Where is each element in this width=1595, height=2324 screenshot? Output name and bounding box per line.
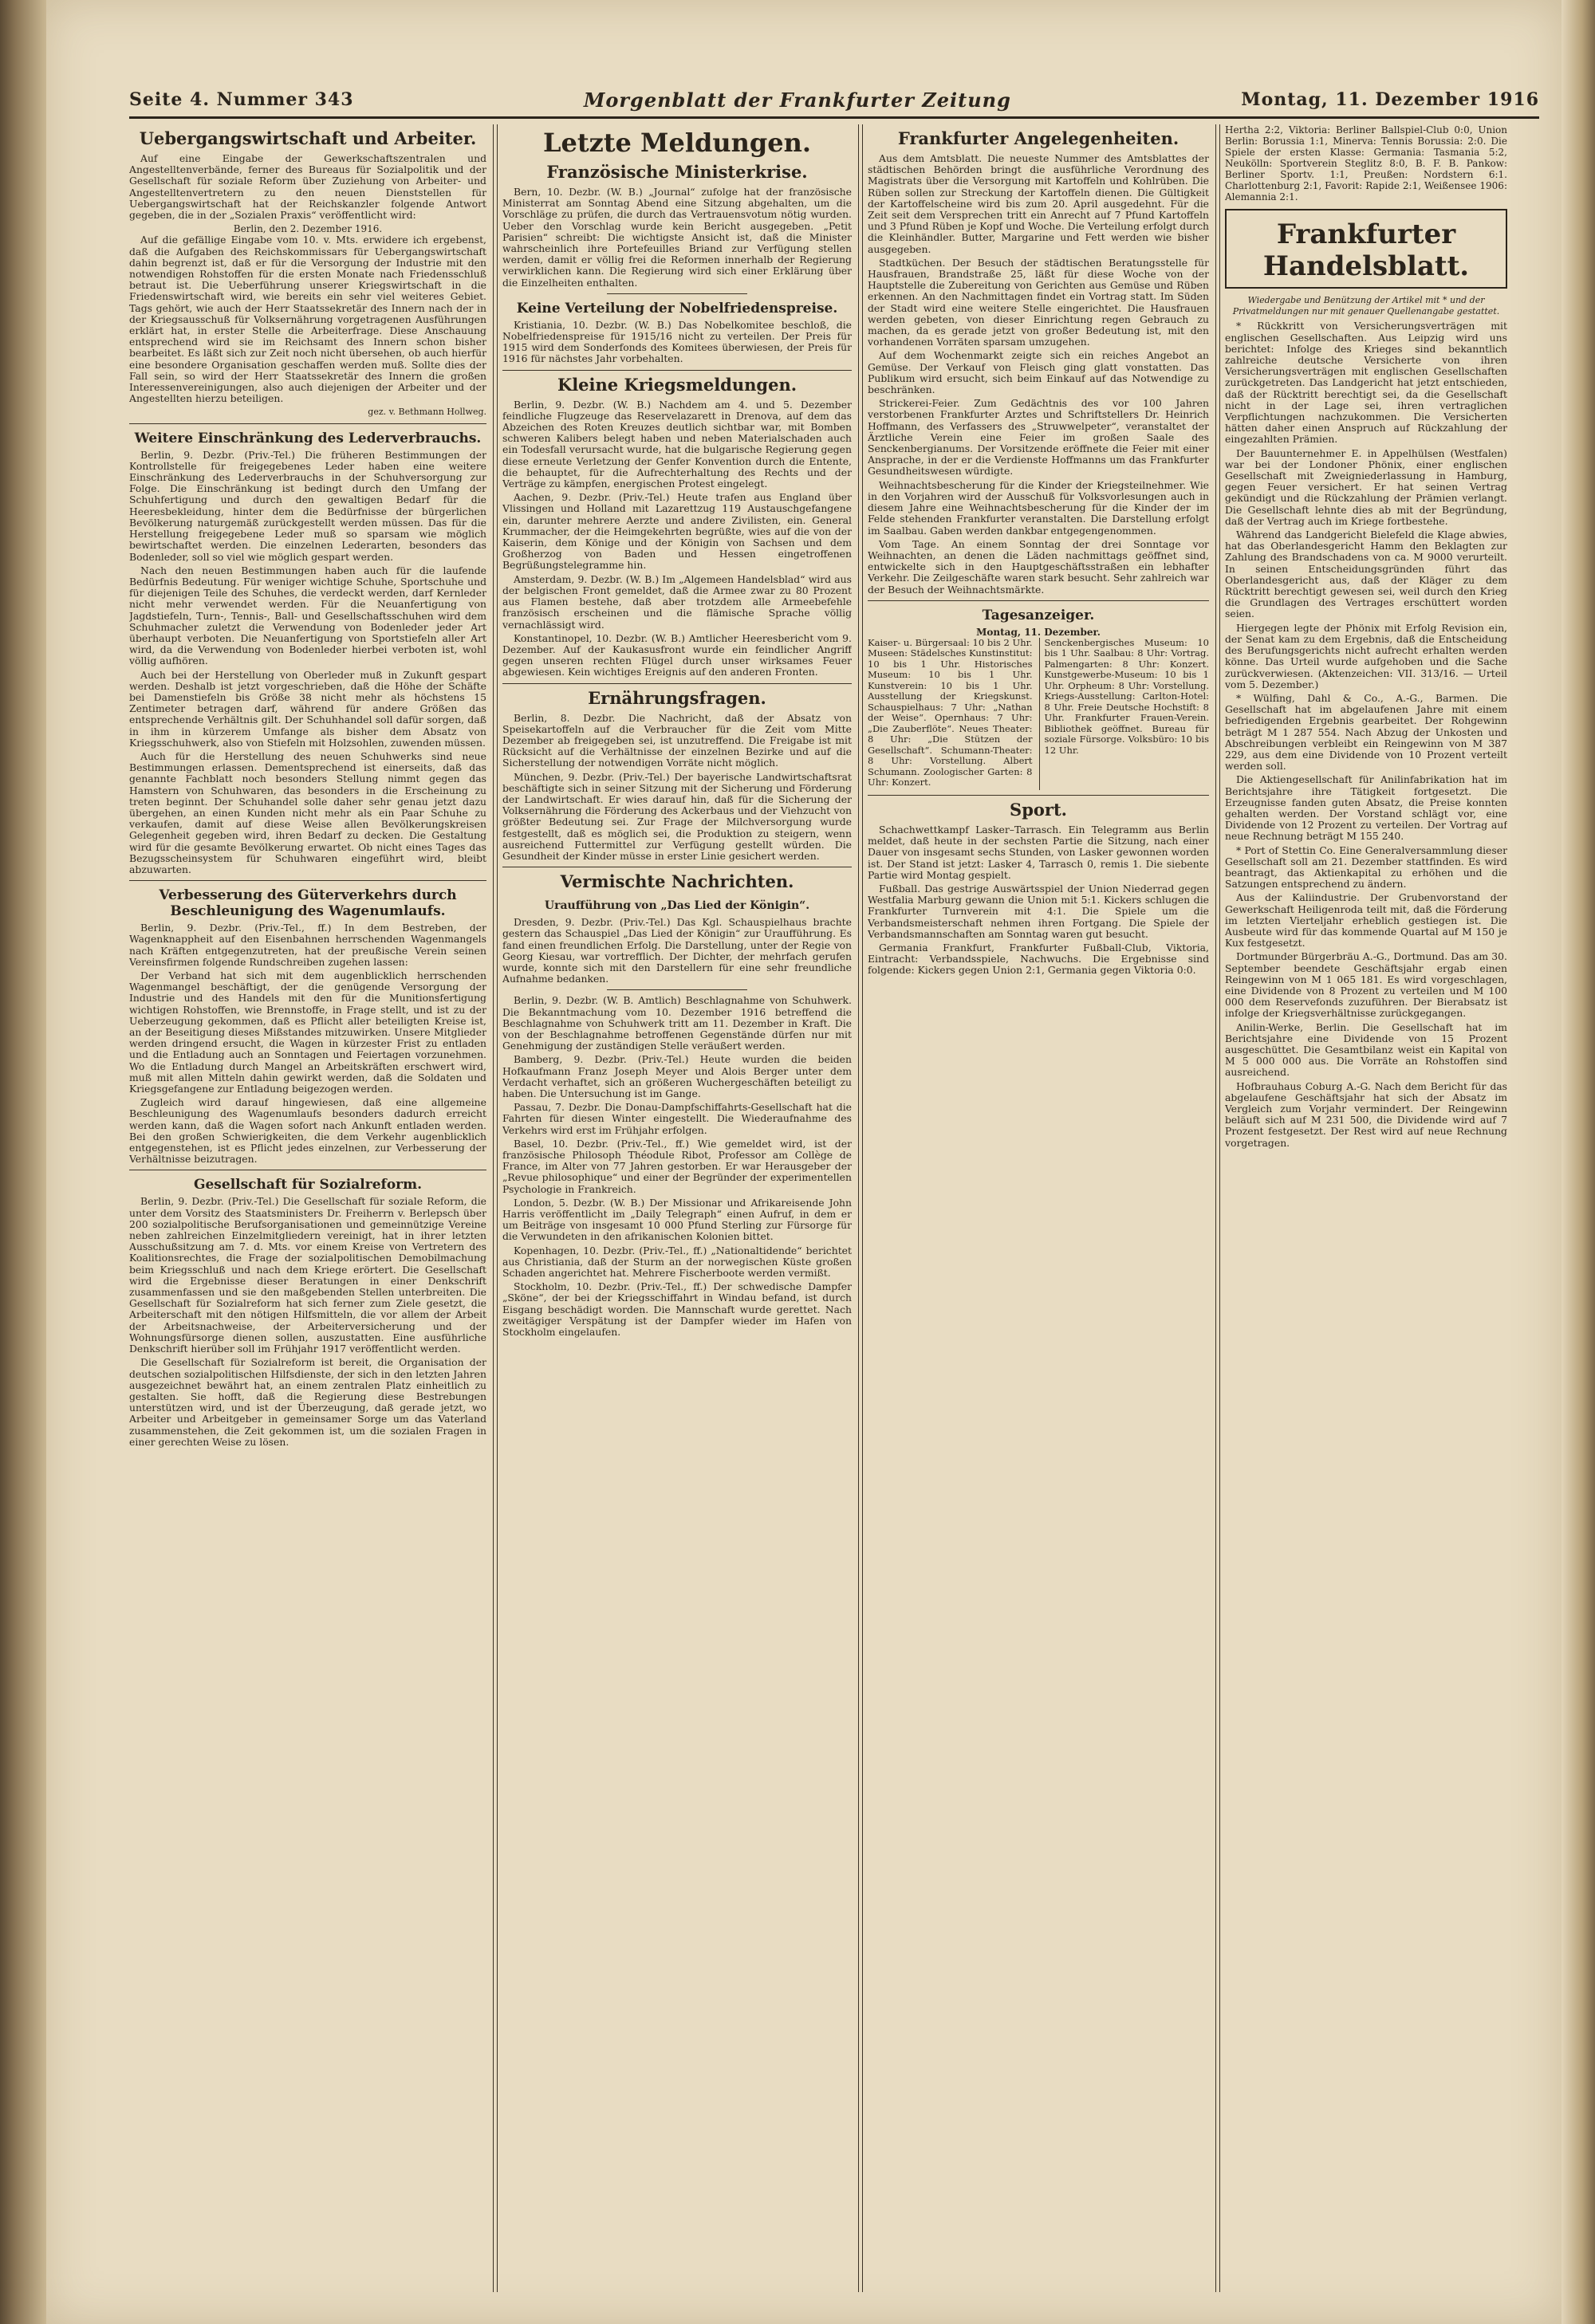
signature: gez. v. Bethmann Hollweg. [368, 407, 486, 418]
headline-letzte-meldungen: Letzte Meldungen. [542, 128, 812, 158]
column-4 [1225, 124, 1507, 2292]
article-paragraph: Dortmunder Bürgerbräu A.-G., Dortmund. Das am 30. September beendete Geschäftsjahr ergab einen Reingewinn von M 1 065 181. Es wird vorgeschlagen, eine Dividende von 8 Prozent zu verteilen und M 100 000 dem Reservefonds zuzuführen. Der Bierabsatz ist infolge der Kriegsverhältnisse zurückgegangen. [1225, 950, 1507, 1020]
masthead-rule [129, 116, 1539, 119]
headline-uraufführung: Uraufführung von „Das Lied der Königin“. [544, 899, 810, 913]
listings [868, 638, 1209, 790]
masthead [129, 86, 1539, 113]
headline-lederverbrauch: Weitere Einschränkung des Lederverbrauchs. [134, 430, 482, 446]
article-paragraph: Berlin, 9. Dezbr. (Priv.-Tel.) Die früheren Bestimmungen der Kontrollstelle für freigegebenes Leder haben eine weitere Einschränkung des Lederverbrauchs in der Schuhversorgung zur Folge. Die Einschränkung ist bedingt durch den Umfang der Schuhfertigung und durch den gewaltigen Bedarf für die Heeresbekleidung, hinter dem die Bedürfnisse der bürgerlichen Bevölkerung naturgemäß zurückgestellt werden müssen. Das für die Herstellung freigegebene Leder muß so sparsam wie möglich bewirtschaftet werden. Die einzelnen Lederarten, besonders das Bodenleder, soll so viel wie möglich gespart werden. [129, 448, 486, 563]
listing-left: Kaiser- u. Bürgersaal: 10 bis 2 Uhr. Museen: Städelsches Kunstinstitut: 10 bis 1 Uhr. Historisches Museum: 10 bis 1 Uhr. Kunstverein: 10 bis 1 Uhr. Ausstellung der Kriegskunst. Schauspielhaus: 7 Uhr: „Nathan der Weise“. Opernhaus: 7 Uhr: „Die Zauberflöte“. Neues Theater: 8 Uhr: „Die Stützen der Gesellschaft“. Schumann-Theater: 8 Uhr: Vorstellung. Albert Schumann. Zoologischer Garten: 8 Uhr: Konzert. [868, 636, 1033, 788]
article-paragraph: Aus der Kaliindustrie. Der Grubenvorstand der Gewerkschaft Heiligenroda teilt mit, daß die Förderung im letzten Vierteljahr erheblich gestiegen ist. Die Ausbeute wird für das kommende Quartal auf M 150 je Kux festgesetzt. [1225, 891, 1507, 950]
article-paragraph: Auf die gefällige Eingabe vom 10. v. Mts. erwidere ich ergebenst, daß die Aufgaben des Reichskommissars für Uebergangswirtschaft dahin begrenzt ist, daß er für die Versorgung der Industrie mit den notwendigen Rohstoffen für die ersten Monate nach Friedensschluß betraut ist. Die Ueberführung unserer Kriegswirtschaft in die Friedenswirtschaft wird, wie bereits ein sehr viel weiteres Gebiet. Tags gehört, wie auch der Herr Staatssekretär des Innern nach der in der Kriegsausschuß für Volksernährung vorgetragenen Ausführungen erklärt hat, in erster Stelle die Arbeiterfrage. Diese Anschauung entsprechend wird sie im Reichsamt des Innern schon bisher bearbeitet. Es läßt sich zur Zeit noch nicht übersehen, ob auch hierfür eine besondere Organisation geschaffen werden muß. Sollte dies der Fall sein, so wird der Herr Staatssekretär des Innern die großen Interessenvereinigungen, also auch diejenigen der Arbeiter und der Angestellten hierzu beteiligen. [129, 234, 486, 405]
divider [129, 423, 486, 424]
article-paragraph: Stadtküchen. Der Besuch der städtischen Beratungsstelle für Hausfrauen, Brandstraße 25, läßt für diese Woche von der Hauptstelle die Zubereitung von Gerichten aus Gemüse und Rüben erkennen. An den Nachmittagen findet ein Vortrag statt. Im Süden der Stadt wird eine weitere Stelle eingerichtet. Die Hausfrauen werden gebeten, von dieser Einrichtung regen Gebrauch zu machen, da es gerade jetzt von großer Bedeutung ist, mit den vorhandenen Vorräten sparsam umzugehen. [868, 256, 1209, 348]
article-paragraph: Kopenhagen, 10. Dezbr. (Priv.-Tel., ff.) „Nationaltidende“ berichtet aus Christiania, daß der Sturm an der norwegischen Küste großen Schaden angerichtet hat. Mehrere Fischerboote werden vermißt. [502, 1244, 852, 1280]
headline-vermischte: Vermischte Nachrichten. [560, 871, 794, 892]
article-paragraph: Hofbrauhaus Coburg A.-G. Nach dem Bericht für das abgelaufene Geschäftsjahr hat sich der Absatz im Vergleich zum Vorjahr vermindert. Der Reingewinn beläuft sich auf M 231 500, die Dividende wird auf 7 Prozent festgesetzt. Der Rest wird auf neue Rechnung vorgetragen. [1225, 1079, 1507, 1149]
handelsblatt-box [1225, 209, 1507, 289]
divider [502, 370, 852, 371]
article-paragraph: Strickerei-Feier. Zum Gedächtnis des vor 100 Jahren verstorbenen Frankfurter Arztes und Schriftstellers Dr. Heinrich Hoffmann, des Verfassers des „Struwwelpeter“, veranstaltet der Ärztliche Verein eine Feier im großen Saale des Senckenbergianums. Der Vorsitzende eröffnete die Feier mit einer Ansprache, in der er die Verdienste Hoffmanns um das Frankfurter Gesundheitswesen würdigte. [868, 397, 1209, 478]
article-paragraph: Kristiania, 10. Dezbr. (W. B.) Das Nobelkomitee beschloß, die Nobelfriedenspreise für 1915/16 nicht zu verteilen. Der Preis für 1915 wird dem Sonderfonds des Komitees überwiesen, der Preis für 1916 für nächstes Jahr vorbehalten. [502, 318, 852, 365]
article-paragraph: Bamberg, 9. Dezbr. (Priv.-Tel.) Heute wurden die beiden Hofkaufmann Franz Joseph Meyer und Alois Berger unter dem Verdacht verhaftet, sich an größeren Wuchergeschäften beteiligt zu haben. Die Untersuchung ist im Gange. [502, 1053, 852, 1099]
column-1 [129, 124, 486, 2292]
article-paragraph: Berlin, 9. Dezbr. (W. B. Amtlich) Beschlagnahme von Schuhwerk. Die Bekanntmachung vom 10. Dezember 1916 betreffend die Beschlagnahme von Schuhwerk tritt am 11. Dezember in Kraft. Die von der Beschlagnahme betroffenen Gegenstände dürfen nur mit Genehmigung der zuständigen Stelle veräußert werden. [502, 994, 852, 1052]
article-paragraph: Berlin, 8. Dezbr. Die Nachricht, daß der Absatz von Speisekartoffeln auf die Verbraucher für die Zeit vom Mitte Dezember ab freigegeben sei, ist unzutreffend. Die Freigabe ist mit Rücksicht auf die Verhältnisse der einzelnen Bezirke und auf die Sicherstellung der notwendigen Vorräte nicht möglich. [502, 711, 852, 769]
divider [868, 600, 1209, 601]
column-3 [868, 124, 1209, 2292]
article-paragraph: Stockholm, 10. Dezbr. (Priv.-Tel., ff.) Der schwedische Dampfer „Sköne“, der bei der Kriegsschiffahrt in Windau befand, ist durch Eisgang beschädigt worden. Die Mannschaft wurde gerettet. Nach zweitägiger Verspätung ist der Dampfer wieder im Hafen von Stockholm eingelaufen. [502, 1280, 852, 1339]
divider [868, 795, 1209, 796]
column-rule [493, 124, 498, 2292]
article-paragraph: * Wülfing, Dahl & Co., A.-G., Barmen. Die Gesellschaft hat im abgelaufenen Jahre mit einem befriedigenden Ergebnis gearbeitet. Der Rohgewinn beträgt M 1 287 554. Nach Abzug der Unkosten und Abschreibungen verbleibt ein Reingewinn von M 387 229, aus dem eine Dividende von 10 Prozent verteilt werden soll. [1225, 691, 1507, 773]
headline-sozialreform: Gesellschaft für Sozialreform. [193, 1177, 423, 1193]
article-paragraph: Nach den neuen Bestimmungen haben auch für die laufende Bedürfnis Bedeutung. Für weniger wichtige Schuhe, Sportschuhe und für diejenigen Teile des Schuhes, die verdeckt werden, darf Kernleder nicht mehr verwendet werden. Für die Neuanfertigung von Jagdstiefeln, Turn-, Tennis-, Ball- und Gesellschaftsschuhen wird dem Schuhmacher zuletzt die Verwendung von Bodenleder jeder Art überhaupt verboten. Die Neuanfertigung von Sportstiefeln aller Art wird, da die Verwendung von Bodenleder hierbei verboten ist, wohl völlig aufhören. [129, 564, 486, 667]
article-paragraph: Auch bei der Herstellung von Oberleder muß in Zukunft gespart werden. Deshalb ist jetzt vorgeschrieben, daß die Höhe der Schäfte bei Damenstiefeln bis Größe 38 nicht mehr als höchstens 15 Zentimeter betragen darf, während für andere Größen das entsprechende Verhältnis gilt. Der Schuhhandel soll dafür sorgen, daß in ihm in kürzerem Umfange als bisher dem Absatz von Kriegsschuhwerk, also von Stiefeln mit Holzsohlen, zuwenden müssen. [129, 668, 486, 749]
sport-scores: Hertha 2:2, Viktoria: Berliner Ballspiel-Club 0:0, Union Berlin: Borussia 1:1, Minerva: Tennis Borussia: 2:0. Die Spiele der ersten Klasse: Germania: Tasmania 5:2, Neukölln: Sportverein Steglitz 8:0, B. F. B. Pankow: Berliner Sportv. 1:1, Preußen: Nordstern 6:1. Charlottenburg 2:1, Favorit: Rapide 2:1, Weißensee 1906: Alemannia 2:1. [1225, 124, 1507, 203]
article-paragraph: Berlin, 9. Dezbr. (Priv.-Tel.) Die Gesellschaft für soziale Reform, die unter dem Vorsitz des Staatsministers Dr. Freiherrn v. Berlepsch über 200 sozialpolitische Berufsorganisationen und gemeinnützige Vereine neben zahlreichen Einzelmitgliedern vereinigt, hat in ihrer letzten Ausschußsitzung am 7. d. Mts. vor einem Kreise von Vertretern des Koalitionsrechtes, die Frage der sozialpolitischen Demobilmachung beim Kriegsschluß und nach dem Kriege erörtert. Die Gesellschaft wird die Ergebnisse dieser Beratungen in einer Denkschrift zusammenfassen und sie den maßgebenden Stellen unterbreiten. Die Gesellschaft für Sozialreform hat sich ferner zum Ziele gesetzt, die Arbeiterschaft mit den nötigen Hilfsmitteln, die vor allem der Arbeit der Arbeitsnachweise, der Arbeiterversicherung und der Wohnungsfürsorge dienen sollen, auszustatten. Eine ausführliche Denkschrift hierüber soll im Frühjahr 1917 veröffentlicht werden. [129, 1195, 486, 1355]
column-rule [858, 124, 863, 2292]
headline-uebergangswirtschaft: Uebergangswirtschaft und Arbeiter. [139, 128, 477, 148]
page-edge [1562, 0, 1595, 2324]
handelsblatt-note: Wiedergabe und Benützung der Artikel mit * und der Privatmeldungen nur mit genauer Quellenangabe gestattet. [1232, 295, 1500, 317]
article-paragraph: Passau, 7. Dezbr. Die Donau-Dampfschiffahrts-Gesellschaft hat die Fahrten für diesen Winter eingestellt. Die Wiederaufnahme des Verkehrs wird erst im Frühjahr erfolgen. [502, 1101, 852, 1136]
listing-day: Montag, 11. Dezember. [976, 626, 1101, 638]
article-paragraph: Berlin, 9. Dezbr. (Priv.-Tel., ff.) In dem Bestreben, der Wagenknappheit auf den Eisenbahnen herrschenden Wagenmangels nach Kräften entgegenzutreten, hat der preußische Verein seinen Vereinsfirmen folgende Rundschreiben zugehen lassen: [129, 922, 486, 968]
article-paragraph: Zugleich wird darauf hingewiesen, daß eine allgemeine Beschleunigung des Wagenumlaufs besonders dadurch erreicht werden kann, daß die Wagen sofort nach Ankunft entladen werden. Bei den großen Schwierigkeiten, die dem Verkehr augenblicklich entgegenstehen, ist es Pflicht jedes einzelnen, zur Verbesserung der Verhältnisse beizutragen. [129, 1096, 486, 1166]
article-paragraph: Der Verband hat sich mit dem augenblicklich herrschenden Wagenmangel beschäftigt, der die genügende Versorgung der Industrie und des Handels mit den für die Munitionsfertigung wichtigen Rohstoffen, wie Brennstoffe, in Frage stellt, und ist zu der Ueberzeugung gekommen, daß es Pflicht aller beteiligten Kreise ist, an der Beseitigung dieses Mißstandes mitzuwirken. Unsere Mitglieder werden dringend ersucht, die Wagen in kürzester Frist zu entladen und die Entladung auch an Sonntagen und Feiertagen vorzunehmen. Wo die Entladung durch Mangel an Arbeitskräften erschwert wird, muß mit allen Mitteln dahin gewirkt werden, daß die Soldaten und Kriegsgefangene zur Entladung beigezogen werden. [129, 969, 486, 1095]
headline-ministerkrise: Französische Ministerkrise. [546, 162, 808, 182]
article-paragraph: Aus dem Amtsblatt. Die neueste Nummer des Amtsblattes der städtischen Behörden bringt die ausführliche Verordnung des Magistrats über die Versorgung mit Kartoffeln und Kohlrüben. Die Rüben sollen zur Streckung der Kartoffeln dienen. Die Gültigkeit der Kartoffelscheine wird bis zum 20. April ausgedehnt. Für die Zeit seit dem Versprechen tritt ein Anrecht auf 7 Pfund Kartoffeln und 3 Pfund Rüben je Kopf und Woche. Die Verteilung erfolgt durch die Kleinhändler. Butter, Margarine und Fett werden wie bisher ausgegeben. [868, 152, 1209, 255]
article-paragraph: Konstantinopel, 10. Dezbr. (W. B.) Amtlicher Heeresbericht vom 9. Dezember. Auf der Kaukasusfront wurde ein feindlicher Angriff gegen unseren rechten Flügel durch unser wirksames Feuer abgewiesen. Kein wichtiges Ereignis auf den anderen Fronten. [502, 631, 852, 678]
article-paragraph: Bern, 10. Dezbr. (W. B.) „Journal“ zufolge hat der französische Ministerrat am Sonntag Abend eine Sitzung abgehalten, um die Vorschläge zu prüfen, die durch das Vertrauensvotum nötig wurden. Ueber den Vorschlag wurde kein Bericht ausgegeben. „Petit Parisien“ schreibt: Die wichtigste Ansicht ist, daß die Minister wahrscheinlich ihre Portefeuilles Briand zur Verfügung stellen werden, damit er völlig frei die Reformen innerhalb der Regierung verwirklichen kann. Die Regierung wird sich einer Erklärung über die Einzelheiten enthalten. [502, 186, 852, 289]
article-paragraph: Hiergegen legte der Phönix mit Erfolg Revision ein, der Senat kam zu dem Ergebnis, daß die Entscheidung des Berufungsgerichts nicht aufrecht erhalten werden könne. Das Urteil wurde aufgehoben und die Sache zurückverwiesen. (Aktenzeichen: VII. 313/16. — Urteil vom 5. Dezember.) [1225, 621, 1507, 690]
article-paragraph: Die Aktiengesellschaft für Anilinfabrikation hat im Berichtsjahre ihre Tätigkeit fortgesetzt. Die Erzeugnisse fanden guten Absatz, die Preise konnten gehalten werden. Der Vorstand schlägt vor, eine Dividende von 12 Prozent zu verteilen. Der Vortrag auf neue Rechnung beträgt M 155 240. [1225, 773, 1507, 843]
article-paragraph: Auf dem Wochenmarkt zeigte sich ein reiches Angebot an Gemüse. Der Verkauf von Fleisch ging glatt vonstatten. Das Publikum wird ersucht, sich beim Einkauf auf das Notwendige zu beschränken. [868, 349, 1209, 396]
headline-ernaehrung: Ernährungsfragen. [588, 687, 766, 708]
dateline: Berlin, den 2. Dezember 1916. [233, 223, 383, 235]
headline-nobelpreise: Keine Verteilung der Nobelfriedenspreise. [516, 300, 838, 317]
headline-tagesanzeiger: Tagesanzeiger. [982, 607, 1095, 623]
article-paragraph: München, 9. Dezbr. (Priv.-Tel.) Der bayerische Landwirtschaftsrat beschäftigte sich in seiner Sitzung mit der Sicherung und Förderung der Landwirtschaft. Er wies darauf hin, daß für die Sicherung der Volksernährung die Förderung des Ackerbaus und der Viehzucht von größter Bedeutung sei. Zur Frage der Milchversorgung wurde festgestellt, daß es möglich sei, die Produktion zu steigern, wenn ausreichend Futtermittel zur Verfügung gestellt würden. Die Gesundheit der Kinder müsse in erster Linie gesichert werden. [502, 770, 852, 862]
article-paragraph: Aachen, 9. Dezbr. (Priv.-Tel.) Heute trafen aus England über Vlissingen und Holland mit Lazarettzug 119 Austauschgefangene ein, darunter mehrere Aerzte und andere Zivilisten, ein. General Krummacher, der die Heimgekehrten begrüßte, wies auf die von der Kaiserin, dem Könige und der Königin von Sachsen und dem Großherzog von Baden und Hessen eingetroffenen Begrüßungstelegramme hin. [502, 491, 852, 572]
article-paragraph: * Rückkritt von Versicherungsverträgen mit englischen Gesellschaften. Aus Leipzig wird uns berichtet: Infolge des Krieges sind bekanntlich zahlreiche deutsche Versicherte von ihren Versicherungsverträgen mit englischen Gesellschaften zurückgetreten. Das Landgericht hat jetzt entschieden, daß der Rücktritt berechtigt sei, da die Gesellschaft nicht in der Lage sei, ihren vertraglichen Verpflichtungen nachzukommen. Die Versicherten hätten daher einen Anspruch auf Rückzahlung der eingezahlten Prämien. [1225, 320, 1507, 446]
article-paragraph: Basel, 10. Dezbr. (Priv.-Tel., ff.) Wie gemeldet wird, ist der französische Philosoph Théodule Ribot, Professor am Collège de France, im Alter von 77 Jahren gestorben. Er war Herausgeber der „Revue philosophique“ und einer der Begründer der experimentellen Psychologie in Frankreich. [502, 1137, 852, 1195]
article-paragraph: Vom Tage. An einem Sonntag der drei Sonntage vor Weihnachten, an denen die Läden nachmittags geöffnet sind, entwickelte sich in den Hauptgeschäftsstraßen ein lebhafter Verkehr. Die Zeilgeschäfte waren stark besucht. Sehr zahlreich war der Besuch der Weihnachtsmärkte. [868, 537, 1209, 596]
divider [607, 989, 746, 990]
issue-date: Montag, 11. Dezember 1916 [1241, 89, 1539, 110]
article-paragraph: Der Bauunternehmer E. in Appelhülsen (Westfalen) war bei der Londoner Phönix, einer englischen Gesellschaft mit Zweigniederlassung in Hamburg, gegen Feuer versichert. Er hat seinen Vertrag gekündigt und die Rückzahlung der Prämien verlangt. Die Gesellschaft lehnte dies ab mit der Begründung, daß der Vertrag auch im Kriege fortbestehe. [1225, 446, 1507, 527]
headline-handelsblatt: Frankfurter Handelsblatt. [1262, 218, 1470, 282]
article-paragraph: Dresden, 9. Dezbr. (Priv.-Tel.) Das Kgl. Schauspielhaus brachte gestern das Schauspiel „Das Lied der Königin“ zur Uraufführung. Es fand einen freundlichen Erfolg. Die Darstellung, unter der Regie von Georg Kiesau, war vortrefflich. Der Dichter, der mehrfach gerufen wurde, konnte sich mit den Darstellern für eine sehr freundliche Aufnahme bedanken. [502, 916, 852, 985]
divider [502, 683, 852, 684]
listing-right: Senckenbergisches Museum: 10 bis 1 Uhr. Saalbau: 8 Uhr: Vortrag. Palmengarten: 8 Uhr: Konzert. Kunstgewerbe-Museum: 10 bis 1 Uhr. Orpheum: 8 Uhr: Vorstellung. Kriegs-Ausstellung: Carlton-Hotel: 8 Uhr. Freie Deutsche Hochstift: 8 Uhr. Frankfurter Frauen-Verein. Bibliothek geöffnet. Bureau für soziale Fürsorge. Volksbüro: 10 bis 12 Uhr. [1044, 636, 1209, 756]
headline-frankfurter-angelegenheiten: Frankfurter Angelegenheiten. [897, 128, 1180, 148]
newspaper-title: Morgenblatt der Frankfurter Zeitung [583, 88, 1011, 112]
column-rule [1215, 124, 1220, 2292]
headline-gueterverkehr: Verbesserung des Güterverkehrs durch Beschleunigung des Wagenumlaufs. [159, 887, 457, 920]
article-paragraph: Germania Frankfurt, Frankfurter Fußball-Club, Viktoria, Eintracht: Verbandsspiele, Nachwuchs. Die Ergebnisse sind folgende: Kickers gegen Union 2:1, Germania gegen Viktoria 0:0. [868, 941, 1209, 977]
divider [607, 293, 746, 294]
article-paragraph: * Port of Stettin Co. Eine Generalversammlung dieser Gesellschaft soll am 21. Dezember stattfinden. Es wird beantragt, das Aktienkapital zu erhöhen und die Satzungen entsprechend zu ändern. [1225, 843, 1507, 891]
article-paragraph: Anilin-Werke, Berlin. Die Gesellschaft hat im Berichtsjahre eine Dividende von 15 Prozent ausgeschüttet. Die Gesamtbilanz weist ein Kapital von M 5 000 000 aus. Die Vorräte an Rohstoffen sind ausreichend. [1225, 1020, 1507, 1079]
divider [129, 880, 486, 881]
article-paragraph: Amsterdam, 9. Dezbr. (W. B.) Im „Algemeen Handelsblad“ wird aus der belgischen Front gemeldet, daß die Armee zwar zu 80 Prozent aus Flamen bestehe, daß aber trotzdem alle Armeebefehle französisch erscheinen und die flämische Sprache völlig vernachlässigt wird. [502, 572, 852, 631]
article-paragraph: Auch für die Herstellung des neuen Schuhwerks sind neue Bestimmungen erlassen. Dementsprechend ist einerseits, daß das genannte Fachblatt noch besonders Stellung nimmt gegen das Hamstern von Schuhwaren, das besonders in die Erscheinung zu treten beginnt. Der Schuhandel solle daher sehr genau jetzt dazu übergehen, an einen Kunden nicht mehr als ein Paar Schuhe zu verkaufen, damit auf diese Weise allen Bevölkerungskreisen Gelegenheit gegeben wird, ihren Bedarf zu decken. Die Gestaltung wird für die gesamte Bevölkerung erwartet. Ob nicht eines Tages das Bezugsscheinsystem für Schuhwaren eingeführt wird, bleibt abzuwarten. [129, 749, 486, 875]
headline-kriegsmeldungen: Kleine Kriegsmeldungen. [557, 374, 798, 395]
page-number: Seite 4. Nummer 343 [129, 89, 354, 110]
article-paragraph: Während das Landgericht Bielefeld die Klage abwies, hat das Oberlandesgericht Hamm den Beklagten zur Zahlung des Brandschadens von ca. M 9000 verurteilt. In seinen Entscheidungsgründen führt das Oberlandesgericht aus, daß der Kläger zu dem Rücktritt berechtigt gewesen sei, weil durch den Krieg die Grundlagen des Vertrages erschüttert worden seien. [1225, 529, 1507, 620]
article-paragraph: Auf eine Eingabe der Gewerkschaftszentralen und Angestelltenverbände, ferner des Bureaus für Sozialpolitik und der Gesellschaft für soziale Reform über Zuziehung von Arbeiter- und Angestelltenvertretern zu den neuen Dienststellen für Uebergangswirtschaft hat der Reichskanzler folgende Antwort gegeben, die in der „Sozialen Praxis“ veröffentlicht wird: [129, 152, 486, 222]
column-2 [502, 124, 852, 2292]
article-paragraph: Fußball. Das gestrige Auswärtsspiel der Union Niederrad gegen Westfalia Marburg gewann die Union mit 5:1. Kickers schlugen die Frankfurter Turnverein mit 4:1. Die Spiele um die Verbandsmeisterschaft nehmen ihren Fortgang. Die Spiele der Verbandsmannschaften am Sonntag waren gut besucht. [868, 882, 1209, 940]
article-paragraph: Die Gesellschaft für Sozialreform ist bereit, die Organisation der deutschen sozialpolitischen Hilfsdienste, der sich in den letzten Jahren ausgezeichnet bewährt hat, an einem zentralen Platz einheitlich zu gestalten. Sie hofft, daß die Regierung diese Bestrebungen unterstützen wird, und ist der Überzeugung, daß gerade jetzt, wo Arbeiter und Arbeitgeber in gemeinsamer Sorge um das Vaterland zusammenstehen, die Zeit gekommen ist, um die sozialen Fragen in einer gerechten Weise zu lösen. [129, 1356, 486, 1448]
article-paragraph: London, 5. Dezbr. (W. B.) Der Missionar und Afrikareisende John Harris veröffentlicht im „Daily Telegraph“ einen Aufruf, in dem er um Beiträge von insgesamt 10 000 Pfund Sterling zur Fürsorge für die Verwundeten in den afrikanischen Kolonien bittet. [502, 1196, 852, 1243]
article-paragraph: Weihnachtsbescherung für die Kinder der Kriegsteilnehmer. Wie in den Vorjahren wird der Ausschuß für Volksvorlesungen auch in diesem Jahre eine Weihnachtsbescherung für die Kinder der im Felde stehenden Frankfurter veranstalten. Die Darstellung erfolgt im Saalbau. Gaben werden dankbar entgegengenommen. [868, 478, 1209, 537]
headline-sport: Sport. [1010, 799, 1067, 820]
article-paragraph: Berlin, 9. Dezbr. (W. B.) Nachdem am 4. und 5. Dezember feindliche Flugzeuge das Reservelazarett in Drenova, auf dem das Abzeichen des Roten Kreuzes deutlich sichtbar war, mit Bomben schweren Kalibers belegt haben und neben Materialschaden auch ein Todesfall verursacht wurde, hat die bulgarische Regierung gegen diese erneute Verletzung der Genfer Konvention durch die Entente, die behauptet, für die Aufrechterhaltung des Rechts und der Verträge zu kämpfen, energischen Protest eingelegt. [502, 398, 852, 490]
article-paragraph: Schachwettkampf Lasker–Tarrasch. Ein Telegramm aus Berlin meldet, daß heute in der sechsten Partie die Sitzung, nach einer Dauer von insgesamt sechs Stunden, von Lasker gewonnen worden ist. Der Stand ist jetzt: Lasker 4, Tarrasch 0, remis 1. Die siebente Partie wird Montag gespielt. [868, 823, 1209, 881]
book-binding [0, 0, 46, 2324]
